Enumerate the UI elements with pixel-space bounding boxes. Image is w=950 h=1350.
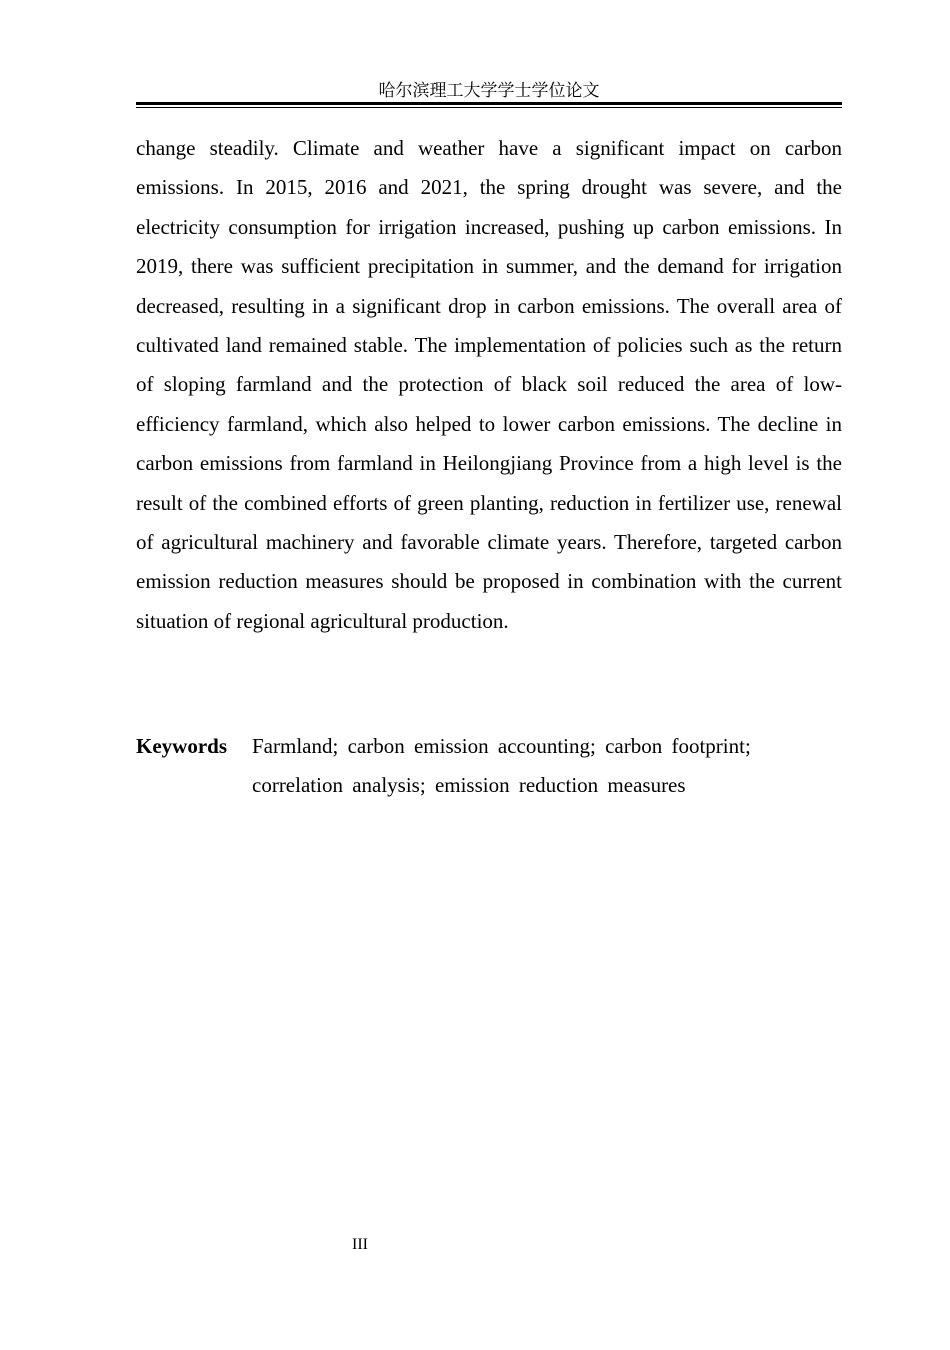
running-header: 哈尔滨理工大学学士学位论文 <box>378 81 600 101</box>
page-number: III <box>352 1236 368 1253</box>
header-rule-thin <box>136 107 842 108</box>
keywords-block <box>136 727 842 806</box>
abstract-paragraph: change steadily. Climate and weather have a significant impact on carbon emissions. In 2015, 2016 and 2021, the spring drought was severe, and the electricity consumption for irrigation increased, pushing up carbon emissions. In 2019, there was sufficient precipitation in summer, and the demand for irrigation decreased, resulting in a significant drop in carbon emissions. The overall area of cultivated land remained stable. The implementation of policies such as the return of sloping farmland and the protection of black soil reduced the area of low-efficiency farmland, which also helped to lower carbon emissions. The decline in carbon emissions from farmland in Heilongjiang Province from a high level is the result of the combined efforts of green planting, reduction in fertilizer use, renewal of agricultural machinery and favorable climate years. Therefore, targeted carbon emission reduction measures should be proposed in combination with the current situation of regional agricultural production. <box>136 136 842 633</box>
keywords-value: Farmland; carbon emission accounting; carbon footprint; correlation analysis; emission reduction measures <box>252 734 751 798</box>
keywords-label: Keywords <box>136 734 227 758</box>
header-rule-thick <box>136 102 842 105</box>
